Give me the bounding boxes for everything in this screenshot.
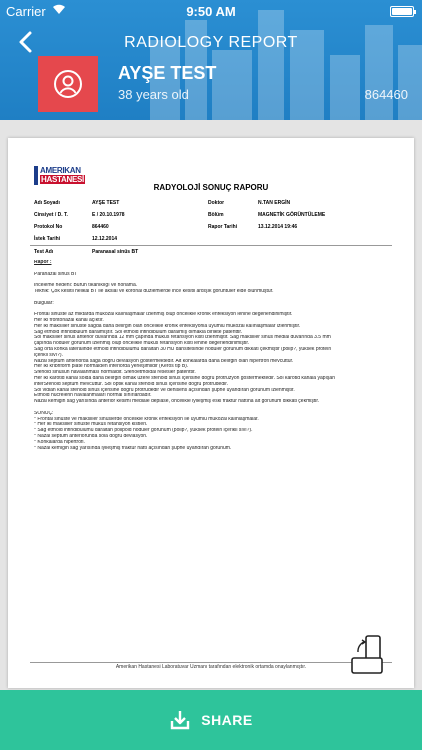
request-date-value: 12.12.2014 <box>92 236 118 242</box>
carrier-label: Carrier <box>6 4 46 19</box>
report-line: Her iki karotid kanal solda daha belirgin olmak üzere sfenoid sinüs içerisine doğru protrüzyon göstermektedir. Sol karotid kanala yapışan <box>34 375 335 381</box>
report-line: * Nazal kemiğin sağ yarısında iyileşmiş fraktür hattı açısından şüphe uyandıran görünüm. <box>34 445 232 451</box>
report-line: Sfenoid sinüsün havalanması normaldir. Sfenoetmoidal resesler patenttir. <box>34 370 196 376</box>
report-line: * Konkalarda hipertrofi. <box>34 439 85 445</box>
report-line: Rapor : <box>34 260 52 265</box>
hospital-logo: AMERIKAN HASTANESİ <box>34 166 100 185</box>
report-line: SONUÇ: <box>34 410 54 416</box>
report-page <box>8 138 414 688</box>
name-label: Adı Soyadı <box>34 200 60 206</box>
report-body <box>34 260 390 451</box>
divider <box>30 245 392 246</box>
rotate-device-icon[interactable] <box>350 634 386 676</box>
report-line: Teknik: Çok kesitli helikal BT ile aksial ve koronal düzlemlerde ince kesitli ardışık görüntüler elde olunmuştur. <box>34 288 274 294</box>
request-date-label: İstek Tarihi <box>34 236 61 242</box>
report-viewer[interactable] <box>0 120 422 690</box>
patient-id: 864460 <box>364 87 408 102</box>
protocol-value: 864460 <box>92 224 109 230</box>
department-value: MAGNETİK GÖRÜNTÜLEME <box>258 212 326 218</box>
report-line: Her iki maksiller sinüste sağda daha belirgin olan öncelikle kronik enfeksiyonla uyumlu mukozal kalınlaşmalar izlenmiştir. <box>34 323 301 329</box>
footer-note: Amerikan Hastanesi Laboratuvar Uzmanı tarafından elektronik ortamda onaylanmıştır. <box>115 664 307 670</box>
report-line: interSfenoid septum mevcuttur. Sol optik kanal sfenoid sinüs içerisine doğru protrüdedir. <box>34 381 228 387</box>
doctor-label: Doktor <box>208 200 225 206</box>
report-line: Sağ orta konka lateralinde etmoid infindibulumu daraltan 30 HU dansitesinde nodüler görünüm dikkati çekmiştir (polip?, yüksek protein <box>34 346 332 352</box>
report-line: İnceleme nedeni: Burun tıkanıklığı ve horlama. <box>34 283 138 289</box>
share-button[interactable] <box>0 690 422 750</box>
test-value: Paranasal sinüs BT <box>92 249 139 255</box>
department-label: Bölüm <box>208 212 224 218</box>
report-line: * Nazal septum anteriorunda sola doğru deviasyon. <box>34 433 148 439</box>
report-line: Her iki kribriform plate normalden inferiorda yerleşimlidir (Keros tip B). <box>34 364 189 370</box>
user-icon <box>53 69 83 99</box>
battery-icon <box>390 6 414 17</box>
status-time: 9:50 AM <box>186 4 236 19</box>
name-value: AYŞE TEST <box>92 200 120 206</box>
report-line: Sol maksiller sinüs anterior duvarında 12 mm çapında mukus retansiyon kisti izlenmiştir. Sağ maksiller sinüs medial duvarında 3.5 mm <box>34 335 331 341</box>
page-title: RADIOLOGY REPORT <box>124 34 298 51</box>
report-date-value: 13.12.2014 19:46 <box>258 224 298 230</box>
report-line: * Her iki maksiller sinüste mukus retansiyon kistleri. <box>34 422 148 428</box>
report-line: Her iki frontonazal kanal açıktır. <box>34 317 104 323</box>
test-label: Test Adı <box>34 249 54 255</box>
report-line: Frontal sinüste az miktarda mukozal kalınlaşmalar izlenmiş olup öncelikle kronik enfeksiyon lehine değerlendirilmiştir. <box>34 312 293 318</box>
report-line: Etmoid hücrelerin havalanmaları normal sınırlardadır. <box>34 393 152 399</box>
report-line: Paranazal sinüs BT <box>34 271 78 277</box>
report-line: Bulgular: <box>34 300 54 306</box>
report-line: * Sağ etmoid infindibulumu daraltan polipoid nodüler görünüm (polip?, yüksek protein içerikli sıvı?). <box>34 428 253 434</box>
protocol-label: Protokol No <box>34 224 63 230</box>
report-line: çapında nodüler görünüm izlenmiş olup öncelikle mukus retansiyon kisti lehine değerlendirilmiştir. <box>34 341 250 347</box>
gender-value: E / 20.10.1978 <box>92 212 125 218</box>
report-line: Sağ etmoid infindibulum daralmıştır. Sol etmoid infindibulum daralmış olmakla birlikte patenttir. <box>34 329 243 335</box>
report-title: RADYOLOJİ SONUÇ RAPORU <box>153 183 269 192</box>
share-label: SHARE <box>201 712 253 728</box>
footer-divider <box>30 662 392 663</box>
patient-name: AYŞE TEST <box>118 63 217 83</box>
report-line: Nazal septum anteriorda sağa doğru deviasyon göstermektedir. Alt konkalarda daha belirgin olan hipertrofi mevcuttur. <box>34 358 294 364</box>
patient-age: 38 years old <box>118 87 189 102</box>
report-line: Sol vidian kanal sfenoid sinüs içerisine doğru protrüdedir ve dehisens açısından şüphe uyandıran görünüm izlenmiştir. <box>34 387 295 393</box>
report-line: Nazal kemiğin sağ yarısında anterior kesimi mediale deplase, öncelikle iyileşmiş eski fraktür hattına ait görünüm dikkati çekmiştir. <box>34 399 320 405</box>
patient-avatar <box>38 56 98 112</box>
app-header <box>0 0 422 120</box>
report-line: * Frontal sinüste ve maksiller sinüslerde öncelikle kronik enfeksiyon ile uyumlu mukozal kalınlaşmalar. <box>34 416 259 422</box>
download-icon <box>169 709 191 731</box>
gender-label: Cinsiyet / D. T. <box>34 212 68 218</box>
doctor-value: N.TAN ERGİN <box>258 200 291 206</box>
status-bar <box>0 0 422 22</box>
report-date-label: Rapor Tarihi <box>208 224 238 230</box>
report-line: içerikli sıvı?). <box>34 352 63 358</box>
